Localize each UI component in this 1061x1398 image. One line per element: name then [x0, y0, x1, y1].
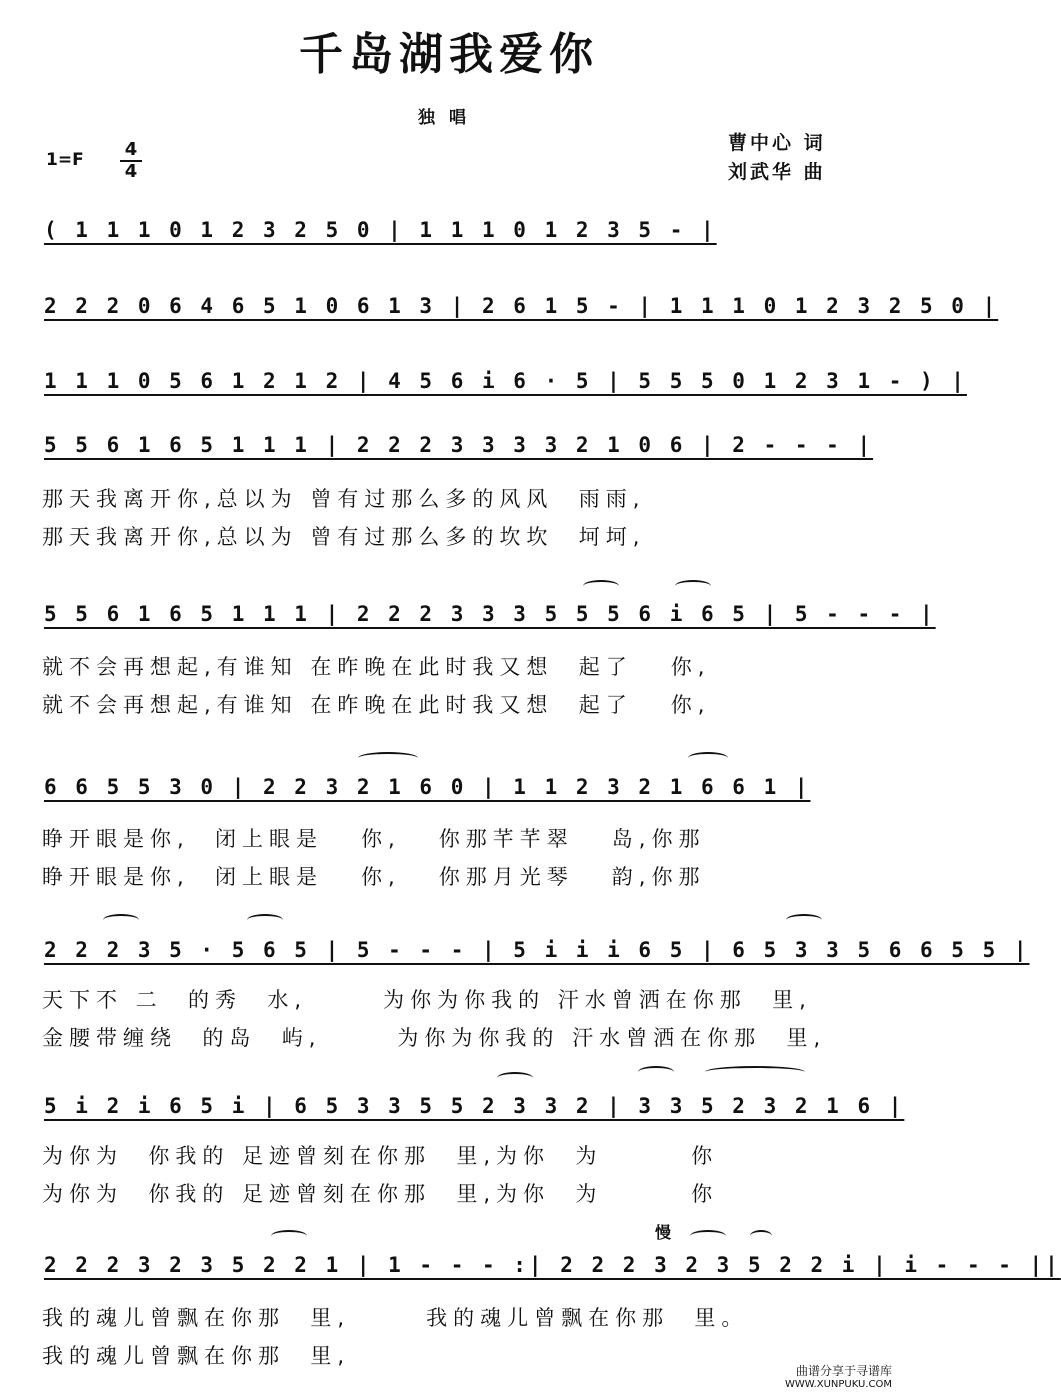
lyric-line: 就不会再想起,有谁知 在昨晚在此时我又想 起了 你, — [42, 655, 711, 679]
slur — [638, 1066, 674, 1078]
slur — [271, 1230, 307, 1242]
slur — [705, 1066, 805, 1078]
slur — [583, 580, 619, 592]
staff-notes: 1 1 1 0 5 6 1 2 1 2 | 4 5 6 i 6 · 5 | 5 5 5 0 1 2 3 1 - ) | — [44, 369, 967, 393]
staff-line-1 — [44, 218, 864, 242]
slur — [103, 914, 139, 926]
fermata — [750, 1230, 772, 1242]
lyric-line: 金腰带缠绕 的岛 屿, 为你为你我的 汗水曾洒在你那 里, — [42, 1026, 827, 1050]
staff-notes: 2 2 2 3 2 3 5 2 2 1 | 1 - - - :| 2 2 2 3 2 3 5 2 2 i | i - - - || — [44, 1253, 1061, 1277]
staff-line-4 — [44, 433, 874, 457]
staff-notes: 2 2 2 3 5 · 5 6 5 | 5 - - - | 5 i i i 6 5 | 6 5 3 3 5 6 6 5 5 | — [44, 938, 1030, 962]
staff-line-5 — [44, 602, 936, 626]
time-signature — [120, 141, 142, 181]
slur — [675, 580, 711, 592]
lyric-line: 那天我离开你,总以为 曾有过那么多的坎坎 坷坷, — [42, 525, 646, 549]
staff-notes: 5 i 2 i 6 5 i | 6 5 3 3 5 5 2 3 3 2 | 3 3 5 2 3 2 1 6 | — [44, 1094, 905, 1118]
composer-credit: 刘武华 曲 — [728, 161, 826, 183]
staff-line-9 — [44, 1253, 1061, 1277]
staff-line-7 — [44, 938, 1030, 962]
staff-notes: ( 1 1 1 0 1 2 3 2 5 0 | 1 1 1 0 1 2 3 5 - | — [44, 218, 717, 242]
song-title: 千岛湖我爱你 — [299, 29, 599, 80]
lyric-line: 那天我离开你,总以为 曾有过那么多的风风 雨雨, — [42, 487, 646, 511]
staff-notes: 2 2 2 0 6 4 6 5 1 0 6 1 3 | 2 6 1 5 - | 1 1 1 0 1 2 3 2 5 0 | — [44, 294, 999, 318]
lyric-line: 就不会再想起,有谁知 在昨晚在此时我又想 起了 你, — [42, 693, 711, 717]
watermark-url: WWW.XUNPUKU.COM — [785, 1379, 892, 1390]
slur — [497, 1072, 533, 1084]
lyric-line: 天下不 二 的秀 水, 为你为你我的 汗水曾洒在你那 里, — [42, 988, 812, 1012]
staff-notes: 5 5 6 1 6 5 1 1 1 | 2 2 2 3 3 3 3 2 1 0 6 | 2 - - - | — [44, 433, 874, 457]
lyric-line: 为你为 你我的 足迹曾刻在你那 里,为你 为 你 — [42, 1182, 719, 1206]
lyricist-credit: 曹中心 词 — [728, 132, 826, 154]
watermark-text: 曲谱分享于寻谱库 — [795, 1364, 892, 1378]
slur — [688, 752, 728, 764]
lyric-line: 我的魂儿曾飘在你那 里, 我的魂儿曾飘在你那 里。 — [42, 1306, 749, 1330]
lyric-line: 为你为 你我的 足迹曾刻在你那 里,为你 为 你 — [42, 1144, 719, 1168]
time-bottom: 4 — [124, 161, 138, 182]
watermark — [785, 1364, 892, 1392]
staff-notes: 5 5 6 1 6 5 1 1 1 | 2 2 2 3 3 3 5 5 5 6 i 6 5 | 5 - - - | — [44, 602, 936, 626]
staff-line-8 — [44, 1094, 905, 1118]
lyric-line: 睁开眼是你, 闭上眼是 你, 你那月光琴 韵,你那 — [42, 865, 706, 889]
key-signature: 1=F — [46, 150, 84, 170]
slur — [358, 752, 418, 764]
staff-line-6 — [44, 775, 864, 799]
staff-notes: 6 6 5 5 3 0 | 2 2 3 2 1 6 0 | 1 1 2 3 2 1 6 6 1 | — [44, 775, 811, 799]
lyric-line: 我的魂儿曾飘在你那 里, — [42, 1344, 351, 1368]
slur — [690, 1230, 726, 1242]
staff-line-3 — [44, 369, 967, 393]
tempo-mark: 慢 — [655, 1223, 672, 1242]
staff-line-2 — [44, 294, 999, 318]
slur — [786, 914, 822, 926]
lyric-line: 睁开眼是你, 闭上眼是 你, 你那芊芊翠 岛,你那 — [42, 827, 706, 851]
time-top: 4 — [124, 139, 138, 160]
performance-type: 独唱 — [418, 108, 480, 128]
slur — [247, 914, 283, 926]
